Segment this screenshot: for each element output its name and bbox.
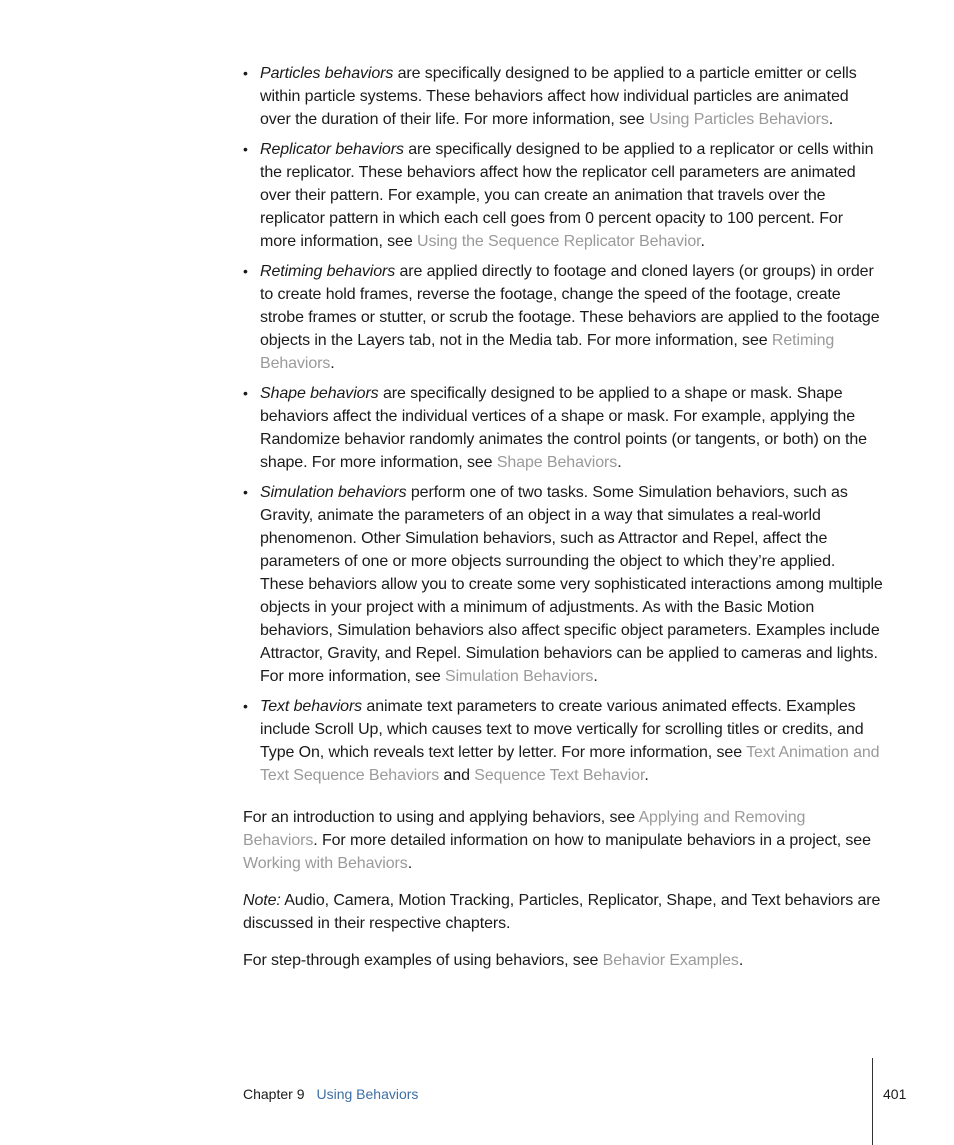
note-text: Audio, Camera, Motion Tracking, Particles, Replicator, Shape, and Text behaviors are discussed in their respective chapters.: [243, 892, 881, 932]
link-shape-behaviors[interactable]: Shape Behaviors: [496, 454, 618, 471]
footer-chapter: Chapter 9: [243, 1086, 305, 1102]
list-item: [243, 62, 883, 131]
link-sequence-text-behavior[interactable]: Sequence Text Behavior: [474, 767, 645, 784]
description: are applied directly to footage and cloned layers (or groups) in order to create hold frames, reverse the footage, change the speed of the footage, create strobe frames or stutter, or scrub the footage. These behaviors are applied to the footage objects in the Layers tab, not in the Media tab. For more information, see: [260, 263, 880, 349]
punctuation: .: [330, 355, 335, 372]
term: Retiming behaviors: [260, 263, 396, 280]
conjunction: and: [439, 767, 475, 784]
footer-chapter-title-link[interactable]: Using Behaviors: [316, 1086, 419, 1102]
list-item: [243, 382, 883, 474]
list-item: [243, 481, 883, 688]
intro-paragraph: [243, 806, 883, 875]
link-sequence-replicator-behavior[interactable]: Using the Sequence Replicator Behavior: [416, 233, 701, 250]
bullet-dot: •: [243, 263, 248, 279]
bullet-dot: •: [243, 141, 248, 157]
bullet-dot: •: [243, 65, 248, 81]
page-number: 401: [883, 1086, 907, 1102]
description: are specifically designed to be applied to a replicator or cells within the replicator. These behaviors affect how the replicator cell parameters are animated over their pattern. For example, you can create an animation that travels over the replicator pattern in which each cell goes from 0 percent opacity to 100 percent. For more information, see: [260, 141, 874, 250]
link-using-particles-behaviors[interactable]: Using Particles Behaviors: [648, 111, 829, 128]
note-label: Note:: [243, 892, 281, 909]
punctuation: .: [617, 454, 622, 471]
punctuation: .: [738, 952, 744, 969]
list-item: [243, 695, 883, 787]
footer-divider: [872, 1058, 873, 1145]
link-text-animation-behaviors[interactable]: Text Animation and Text Sequence Behaviors: [260, 744, 880, 784]
description: are specifically designed to be applied to a particle emitter or cells within particle systems. These behaviors affect how individual particles are animated over the duration of their life. For more information, see: [260, 65, 857, 128]
bullet-dot: •: [243, 698, 248, 714]
description: are specifically designed to be applied to a shape or mask. Shape behaviors affect the individual vertices of a shape or mask. For example, applying the Randomize behavior randomly animates the control points (or tangents, or both) on the shape. For more information, see: [260, 385, 867, 471]
description: perform one of two tasks. Some Simulation behaviors, such as Gravity, animate the parameters of an object in a way that simulates a real-world phenomenon. Other Simulation behaviors, such as Attractor and Repel, affect the parameters of one or more objects surrounding the object to which they’re applied. These behaviors allow you to create some very sophisticated interactions among multiple objects in your project with a minimum of adjustments. As with the Basic Motion behaviors, Simulation behaviors also affect specific object parameters. Examples include Attractor, Gravity, and Repel. Simulation behaviors can be applied to cameras and lights. For more information, see: [260, 484, 883, 685]
page-content: [243, 62, 883, 986]
note-paragraph: [243, 889, 883, 935]
intro-text-mid: . For more detailed information on how to manipulate behaviors in a project, see: [313, 832, 871, 849]
bullet-dot: •: [243, 385, 248, 401]
bullet-dot: •: [243, 484, 248, 500]
link-working-with-behaviors[interactable]: Working with Behaviors: [243, 855, 408, 872]
term: Simulation behaviors: [260, 484, 407, 501]
term: Text behaviors: [260, 698, 363, 715]
punctuation: .: [828, 111, 834, 128]
term: Shape behaviors: [260, 385, 379, 402]
description: animate text parameters to create various animated effects. Examples include Scroll Up, which causes text to move vertically for scrolling titles or credits, and Type On, which reveals text letter by letter. For more information, see: [260, 698, 864, 761]
behavior-types-list: [243, 62, 883, 787]
page-footer: [243, 1086, 418, 1102]
link-applying-removing-behaviors[interactable]: Applying and Removing Behaviors: [243, 809, 806, 849]
punctuation: .: [407, 855, 413, 872]
list-item: [243, 138, 883, 253]
term: Replicator behaviors: [260, 141, 404, 158]
punctuation: .: [593, 668, 598, 685]
link-retiming-behaviors[interactable]: Retiming Behaviors: [260, 332, 835, 372]
link-behavior-examples[interactable]: Behavior Examples: [602, 952, 739, 969]
intro-text: For an introduction to using and applying behaviors, see: [243, 809, 639, 826]
term: Particles behaviors: [260, 65, 394, 82]
examples-paragraph: [243, 949, 883, 972]
examples-text: For step-through examples of using behaviors, see: [243, 952, 603, 969]
punctuation: .: [700, 233, 705, 250]
punctuation: .: [644, 767, 649, 784]
link-simulation-behaviors[interactable]: Simulation Behaviors: [445, 668, 594, 685]
list-item: [243, 260, 883, 375]
